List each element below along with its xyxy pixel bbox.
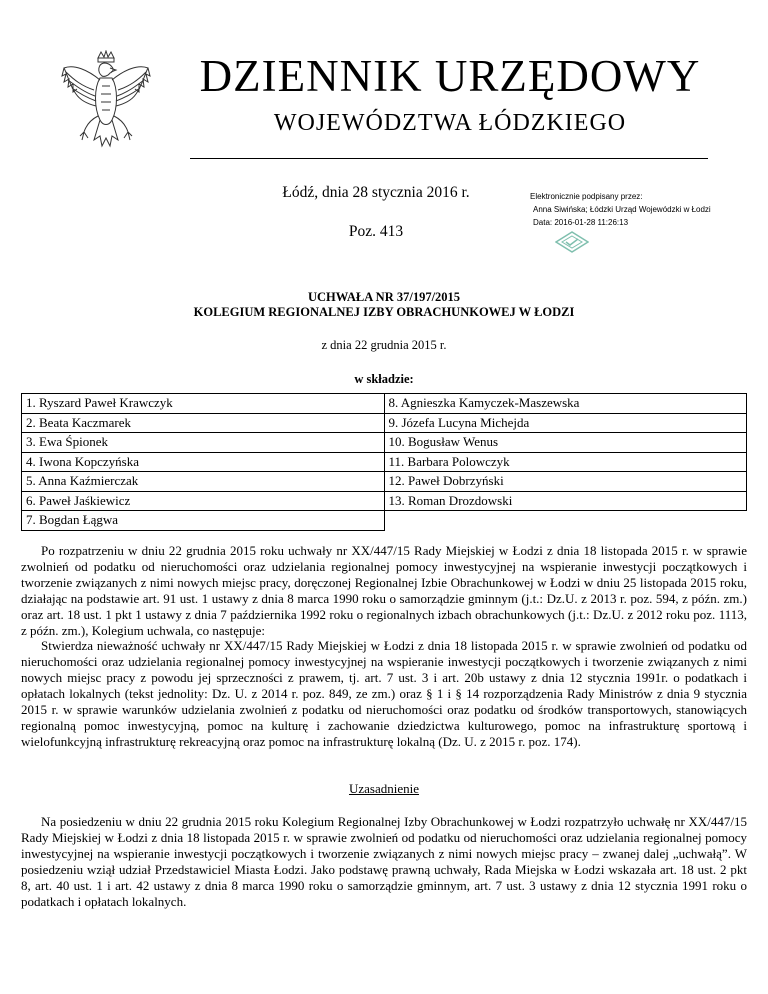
signature-date: Data: 2016-01-28 11:26:13: [533, 218, 629, 227]
member-cell: 8. Agnieszka Kamyczek-Maszewska: [384, 394, 747, 414]
paragraph-preamble: Po rozpatrzeniu w dniu 22 grudnia 2015 roku uchwały nr XX/447/15 Rady Miejskiej w Łodzi z dnia 18 listopada 2015 r. w sprawie zwolnień od podatku od nieruchomości oraz udzielania regionalnej pomocy inwestycyjnej na wspieranie inwestycji początkowych i tworzenie związanych z nimi nowych miejsc pracy, doręczonej Regionalnej Izbie Obrachunkowej w Łodzi w dniu 25 listopada 2015 roku, działając na podstawie art. 91 ust. 1 ustawy z dnia 8 marca 1990 roku o samorządzie gminnym (j.t.: Dz.U. z 2013 r. poz. 594, z późn. zm.) oraz art. 18 ust. 1 pkt 1 ustawy z dnia 7 października 1992 roku o regionalnych izbach obrachunkowych (j.t.: Dz.U. z 2012 roku poz. 1113, z późn. zm.), Kolegium uchwala, co następuje:: [21, 543, 747, 638]
member-cell: 3. Ewa Śpionek: [22, 433, 385, 453]
table-row: [22, 511, 747, 531]
justification-heading: Uzasadnienie: [348, 781, 420, 796]
composition-label: w składzie:: [354, 372, 414, 386]
table-row: [22, 472, 747, 492]
signature-label: Elektronicznie podpisany przez:: [530, 192, 643, 201]
issuing-body: KOLEGIUM REGIONALNEJ IZBY OBRACHUNKOWEJ W ŁODZI: [193, 305, 575, 319]
journal-subtitle: WOJEWÓDZTWA ŁÓDZKIEGO: [273, 110, 627, 136]
member-cell: 11. Barbara Polowczyk: [384, 452, 747, 472]
electronic-signature-block: [530, 190, 730, 229]
member-cell: 5. Anna Kaźmierczak: [22, 472, 385, 492]
issue-date: Łódź, dnia 28 stycznia 2016 r.: [282, 184, 470, 201]
member-cell: 6. Paweł Jaśkiewicz: [22, 491, 385, 511]
signature-check-icon: [555, 231, 589, 253]
paragraph-justification: Na posiedzeniu w dniu 22 grudnia 2015 roku Kolegium Regionalnej Izby Obrachunkowej w Łodzi rozpatrzyło uchwałę nr XX/447/15 Rady Miejskiej w Łodzi z dnia 18 listopada 2015 r. w sprawie zwolnień od podatku od nieruchomości oraz udzielania regionalnej pomocy inwestycyjnej na wspieranie inwestycji początkowych i tworzenie związanych z nimi nowych miejsc pracy – zwanej dalej „uchwałą”. W posiedzeniu wziął udział Przedstawiciel Miasta Łodzi. Jako podstawę prawną uchwały, Rada Miejska w Łodzi wskazała art. 18 ust. 2 pkt 8, art. 40 ust. 1 i art. 42 ustawy z dnia 8 marca 1990 roku o samorządzie gminnym, art. 7 ust. 3 ustawy z dnia 12 stycznia 1991 roku o podatkach i opłatach lokalnych.: [21, 814, 747, 909]
member-cell: 1. Ryszard Paweł Krawczyk: [22, 394, 385, 414]
resolution-number: UCHWAŁA NR 37/197/2015: [307, 290, 461, 304]
member-cell: 2. Beata Kaczmarek: [22, 413, 385, 433]
header-divider: [190, 158, 708, 159]
member-cell: 7. Bogdan Łągwa: [22, 511, 385, 531]
table-row: [22, 413, 747, 433]
table-row: [22, 452, 747, 472]
member-cell: 13. Roman Drozdowski: [384, 491, 747, 511]
signature-signer: Anna Siwińska; Łódzki Urząd Wojewódzki w Łodzi: [533, 205, 711, 214]
table-row: [22, 433, 747, 453]
issue-position: Poz. 413: [348, 223, 404, 240]
empty-cell: [384, 511, 747, 531]
table-row: [22, 491, 747, 511]
member-cell: 4. Iwona Kopczyńska: [22, 452, 385, 472]
member-cell: 12. Paweł Dobrzyński: [384, 472, 747, 492]
table-row: [22, 394, 747, 414]
journal-title: DZIENNIK URZĘDOWY: [199, 51, 701, 101]
resolution-title: [34, 290, 734, 320]
polish-eagle-emblem-icon: [60, 50, 152, 160]
member-cell: 10. Bogusław Wenus: [384, 433, 747, 453]
members-table: [21, 393, 747, 531]
resolution-date: z dnia 22 grudnia 2015 r.: [321, 338, 447, 352]
paragraph-decision: Stwierdza nieważność uchwały nr XX/447/15 Rady Miejskiej w Łodzi z dnia 18 listopada 2015 r. w sprawie zwolnień od podatku od nieruchomości oraz udzielania regionalnej pomocy inwestycyjnej na wspieranie inwestycji początkowych i tworzenie związanych z nimi nowych miejsc pracy z powodu jej sprzeczności z prawem, tj. art. 7 ust. 3 i art. 20b ustawy z dnia 12 stycznia 1991r. o podatkach i opłatach lokalnych (tekst jednolity: Dz. U. z 2014 r. poz. 849, ze zm.) oraz § 1 i § 14 rozporządzenia Rady Ministrów z dnia 9 stycznia 2015 r. w sprawie warunków udzielania zwolnień z podatku od nieruchomości oraz podatku od środków transportowych, stanowiących regionalną pomoc inwestycyjną, pomoc na kulturę i zachowanie dziedzictwa kulturowego, pomoc na infrastrukturę sportową i wielofunkcyjną infrastrukturę rekreacyjną oraz pomoc na infrastrukturę lokalną (Dz. U. z 2015 r. poz. 174).: [21, 638, 747, 749]
member-cell: 9. Józefa Lucyna Michejda: [384, 413, 747, 433]
